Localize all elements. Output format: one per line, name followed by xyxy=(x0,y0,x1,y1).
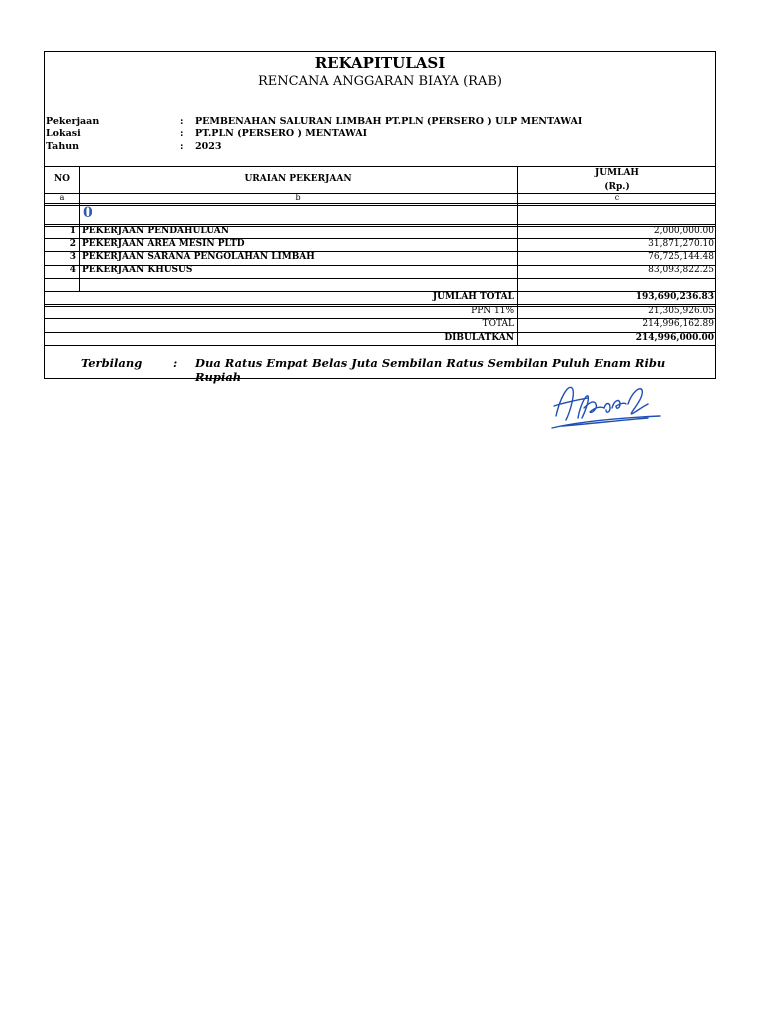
col-divider-no xyxy=(79,166,80,292)
subheader-c: c xyxy=(614,193,620,202)
total-value: 214,996,162.89 xyxy=(642,319,714,329)
dibulatkan-label: DIBULATKAN xyxy=(444,333,514,343)
table-top-border xyxy=(45,166,715,167)
pekerjaan-label: Pekerjaan xyxy=(46,116,100,127)
row-no: 2 xyxy=(69,239,76,249)
total-label: TOTAL xyxy=(482,319,514,329)
row-amount: 76,725,144.48 xyxy=(648,252,714,262)
tahun-colon: : xyxy=(180,141,184,152)
row-amount: 31,871,270.10 xyxy=(648,239,714,249)
row-no: 1 xyxy=(69,226,76,236)
tahun-label: Tahun xyxy=(46,141,80,152)
terbilang-value: Dua Ratus Empat Belas Juta Sembilan Ratus Sembilan Puluh Enam Ribu Rupiah xyxy=(195,356,666,384)
row-divider xyxy=(45,304,715,305)
terbilang-label: Terbilang xyxy=(81,356,143,370)
subheader-divider-double xyxy=(45,205,715,206)
pekerjaan-colon: : xyxy=(180,116,184,127)
totals-divider xyxy=(45,345,715,346)
lokasi-label: Lokasi xyxy=(46,128,81,139)
section-marker: 0 xyxy=(83,205,93,221)
ppn-label: PPN 11% xyxy=(471,306,514,316)
document-subtitle: RENCANA ANGGARAN BIAYA (RAB) xyxy=(257,74,502,89)
subheader-divider xyxy=(45,203,715,204)
header-uraian: URAIAN PEKERJAAN xyxy=(244,174,352,184)
section-divider xyxy=(45,224,715,225)
header-no: NO xyxy=(53,174,71,184)
document-title: REKAPITULASI xyxy=(314,54,446,72)
row-amount: 83,093,822.25 xyxy=(648,265,714,275)
row-desc: PEKERJAAN KHUSUS xyxy=(82,265,193,275)
terbilang-colon: : xyxy=(173,356,178,370)
row-no: 4 xyxy=(69,265,76,275)
lokasi-colon: : xyxy=(180,128,184,139)
lokasi-value: PT.PLN (PERSERO ) MENTAWAI xyxy=(195,128,368,139)
subheader-b: b xyxy=(295,193,301,202)
subheader-a: a xyxy=(59,193,65,202)
jumlah-total-value: 193,690,236.83 xyxy=(635,292,714,302)
row-no: 3 xyxy=(69,252,76,262)
dibulatkan-value: 214,996,000.00 xyxy=(635,333,714,343)
row-desc: PEKERJAAN SARANA PENGOLAHAN LIMBAH xyxy=(82,252,315,262)
tahun-value: 2023 xyxy=(195,141,222,152)
header-rp: (Rp.) xyxy=(604,182,630,192)
jumlah-total-label: JUMLAH TOTAL xyxy=(432,292,514,302)
header-jumlah: JUMLAH xyxy=(595,168,639,178)
row-desc: PEKERJAAN PENDAHULUAN xyxy=(82,226,229,236)
pekerjaan-value: PEMBENAHAN SALURAN LIMBAH PT.PLN (PERSERO ) ULP MENTAWAI xyxy=(195,116,583,127)
row-amount: 2,000,000.00 xyxy=(653,226,714,236)
ppn-value: 21,305,926.05 xyxy=(648,306,714,316)
row-desc: PEKERJAAN AREA MESIN PLTD xyxy=(82,239,245,249)
row-divider xyxy=(45,278,715,279)
signature-image xyxy=(548,378,666,434)
rab-sheet xyxy=(44,51,716,384)
